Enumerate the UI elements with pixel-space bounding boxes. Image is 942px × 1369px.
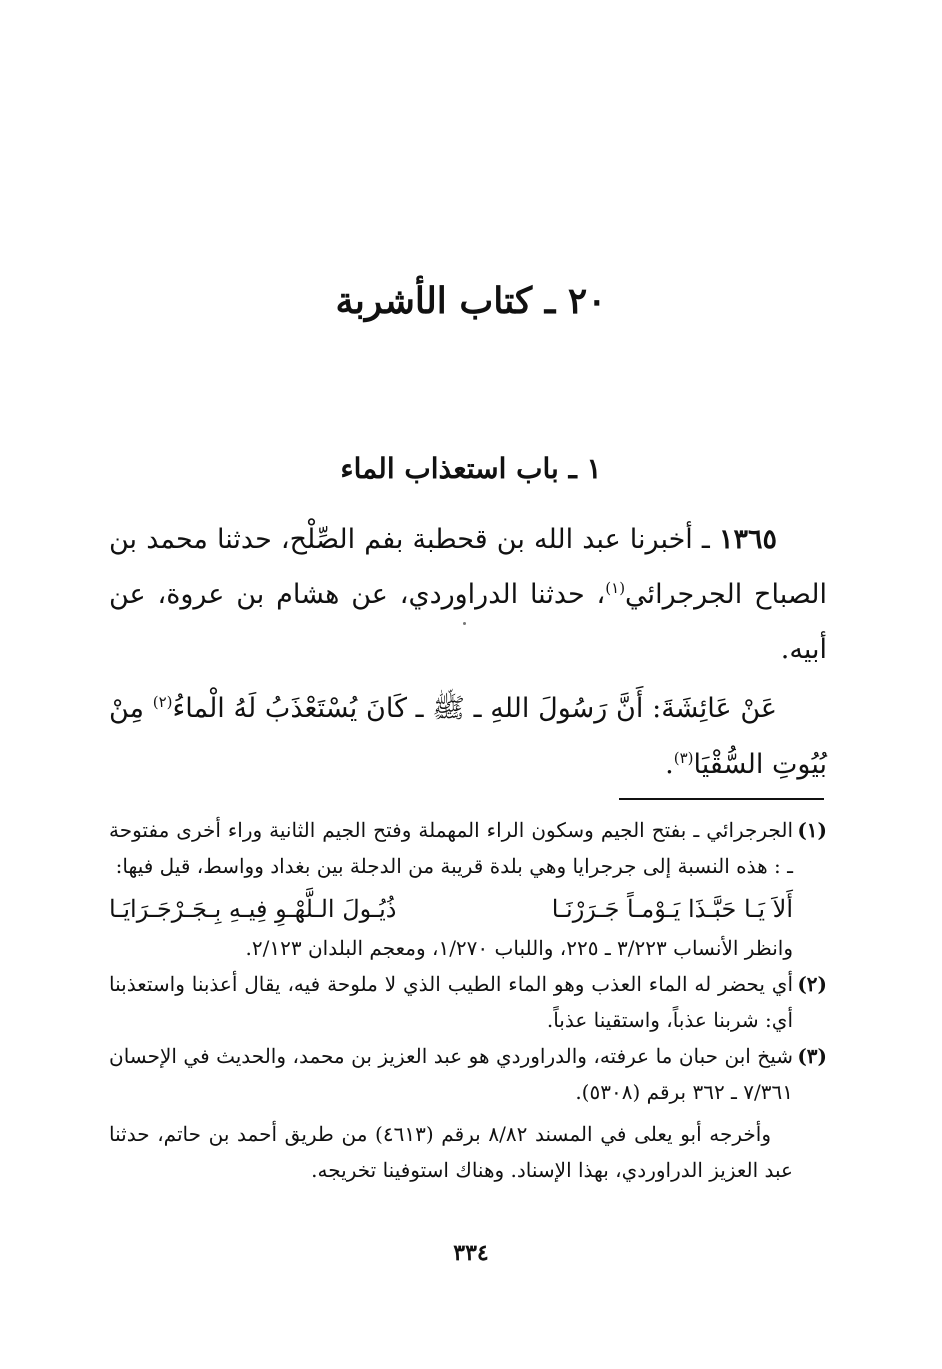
footnote-ref-2[interactable]: (٢) bbox=[152, 693, 173, 711]
footnote-separator bbox=[619, 798, 824, 800]
footnote-3-number: (٣) bbox=[797, 1044, 827, 1068]
footnote-3-text: شيخ ابن حبان ما عرفته، والدراوردي هو عبد العزيز بن محمد، والحديث في الإحسان ٧/٣٦١ ـ ٣٦٢ برقم (٥٣٠٨). bbox=[109, 1044, 793, 1104]
isnad-text-2: ، حدثنا الدراوردي، عن هشام بن عروة، عن أبيه. bbox=[109, 579, 827, 665]
page-number: ٣٣٤ bbox=[453, 1240, 489, 1266]
matn-end: . bbox=[665, 749, 674, 780]
footnote-3 bbox=[109, 1038, 827, 1110]
matn-text-2: مِنْ بُيُوتِ السُّقْيَا bbox=[109, 693, 827, 780]
footnote-ref-3[interactable]: (٣) bbox=[673, 749, 694, 767]
footnote-1-number: (١) bbox=[797, 818, 827, 842]
footnote-1-sources: وانظر الأنساب ٣/٢٢٣ ـ ٢٢٥، واللباب ١/٢٧٠، ومعجم البلدان ٢/١٢٣. bbox=[245, 936, 793, 960]
footnote-2-number: (٢) bbox=[797, 972, 827, 996]
footnote-2 bbox=[109, 966, 827, 1038]
hadith-isnad bbox=[109, 512, 827, 677]
footnote-1 bbox=[109, 812, 827, 966]
poem-hemistich-2: ذُيُـولَ الـلَّهْـوِ فِيـهِ بِـجَـرْجَـرَايَـا bbox=[109, 895, 397, 923]
footnote-3-continuation: وأخرجه أبو يعلى في المسند ٨/٨٢ برقم (٤٦١٣) من طريق أحمد بن حاتم، حدثنا عبد العزيز الدراوردي، بهذا الإسناد. وهناك استوفينا تخريجه. bbox=[109, 1122, 793, 1182]
footnotes bbox=[109, 812, 827, 1188]
hadith-matn bbox=[109, 681, 827, 793]
section-title: ١ ـ باب استعذاب الماء bbox=[340, 452, 602, 485]
chapter-title: ٢٠ ـ كتاب الأشربة bbox=[335, 280, 607, 322]
footnote-2-text: أي يحضر له الماء العذب وهو الماء الطيب الذي لا ملوحة فيه، يقال أعذبنا واستعذبنا أي: شربنا عذباً، واستقينا عذباً. bbox=[109, 972, 793, 1032]
poem-hemistich-1: أَلاَ يَـا حَبَّـذَا يَـوْمـاً جَـرَرْنَـا bbox=[551, 895, 793, 923]
hadith-number: ١٣٦٥ bbox=[718, 524, 777, 555]
footnote-1-text: الجرجرائي ـ بفتح الجيم وسكون الراء المهملة وفتح الجيم الثانية وراء أخرى مفتوحة ـ : هذه النسبة إلى جرجرايا وهي بلدة قريبة من الدجلة بين بغداد وواسط، قيل فيها: bbox=[109, 818, 793, 878]
poem-verse bbox=[109, 890, 793, 928]
isnad-text-1: ـ أخبرنا عبد الله بن قحطبة بفم الصِّلْح، حدثنا محمد بن الصباح الجرجرائي bbox=[109, 524, 827, 610]
footnote-ref-1[interactable]: (١) bbox=[605, 579, 626, 597]
matn-text-1: عَنْ عَائِشَةَ: أَنَّ رَسُولَ اللهِ ـ ﷺ ـ كَانَ يُسْتَعْذَبُ لَهُ الْماءُ bbox=[172, 693, 778, 724]
scan-speck bbox=[463, 622, 466, 625]
hadith-text bbox=[109, 512, 827, 797]
